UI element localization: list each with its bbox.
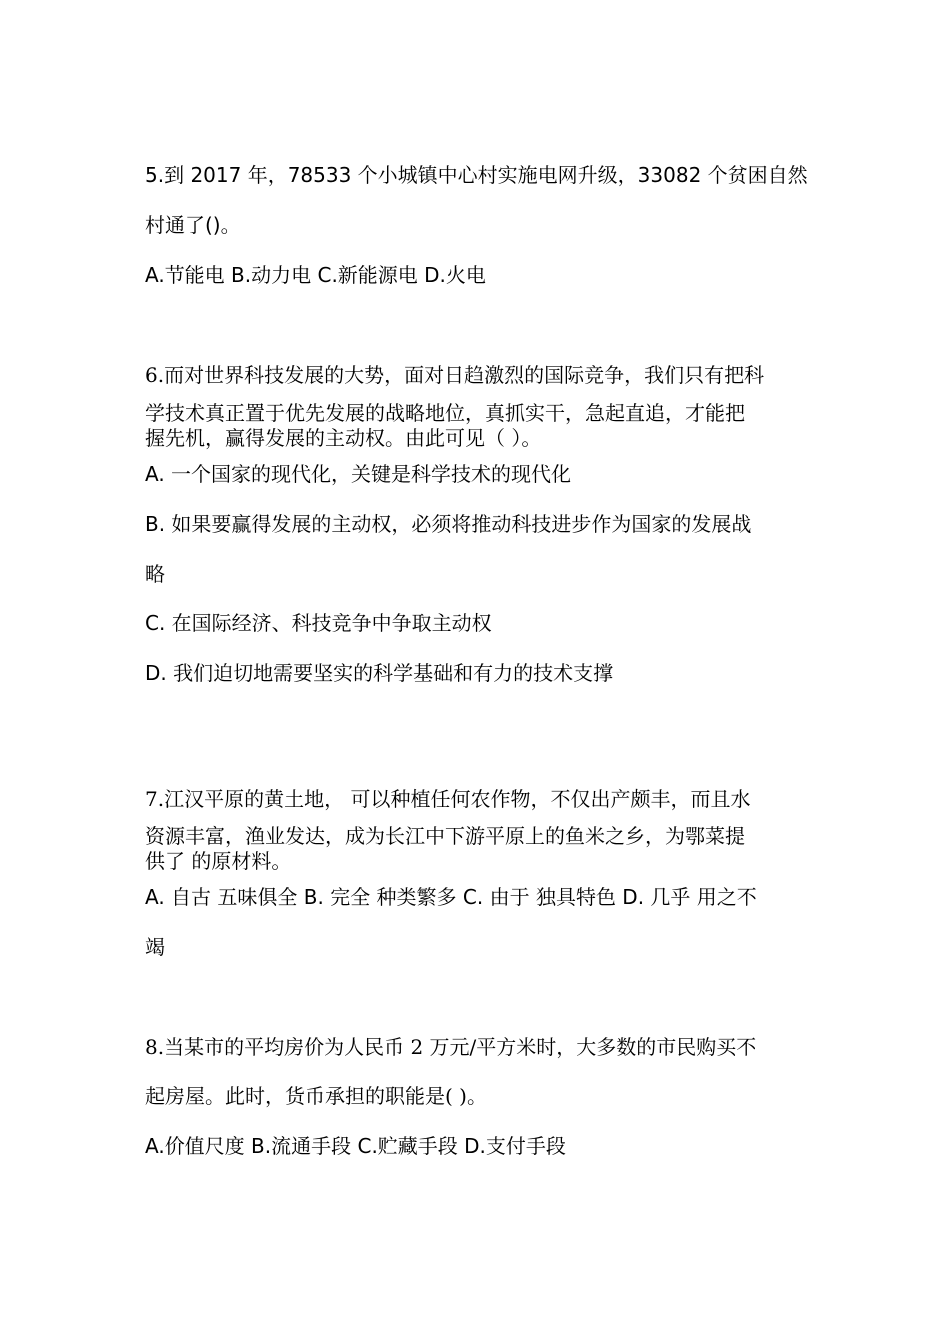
question-6-option-c: C. 在国际经济、科技竞争中争取主动权 xyxy=(145,611,492,635)
question-6-stem-line-3: 握先机，赢得发展的主动权。由此可见（ ）。 xyxy=(145,426,542,450)
question-7-options-line-1: A. 自古 五味俱全 B. 完全 种类繁多 C. 由于 独具特色 D. 几乎 用之不 xyxy=(145,885,757,909)
question-7-stem-line-1: 7.江汉平原的黄土地， 可以种植任何农作物，不仅出产颇丰，而且水 xyxy=(145,787,751,811)
question-6-stem-line-2: 学技术真正置于优先发展的战略地位，真抓实干，急起直追，才能把 xyxy=(145,401,745,425)
question-8-options: A.价值尺度 B.流通手段 C.贮藏手段 D.支付手段 xyxy=(145,1134,566,1158)
question-5-stem-line-2: 村通了()。 xyxy=(145,213,241,237)
question-6-stem-line-1: 6.而对世界科技发展的大势，面对日趋激烈的国际竞争，我们只有把科 xyxy=(145,363,765,387)
question-6-option-b-line-2: 略 xyxy=(145,562,165,586)
question-7-options-line-2: 竭 xyxy=(145,935,165,959)
question-7-stem-line-3: 供了 的原材料。 xyxy=(145,849,292,873)
question-5-options: A.节能电 B.动力电 C.新能源电 D.火电 xyxy=(145,263,486,287)
question-7-stem-line-2: 资源丰富，渔业发达，成为长江中下游平原上的鱼米之乡，为鄂菜提 xyxy=(145,824,745,848)
question-5-stem-line-1: 5.到 2017 年，78533 个小城镇中心村实施电网升级，33082 个贫困自然 xyxy=(145,163,808,187)
question-8-stem-line-1: 8.当某市的平均房价为人民币 2 万元/平方米时，大多数的市民购买不 xyxy=(145,1035,757,1059)
question-6-option-d: D. 我们迫切地需要坚实的科学基础和有力的技术支撑 xyxy=(145,661,614,685)
question-8-stem-line-2: 起房屋。此时，货币承担的职能是( )。 xyxy=(145,1084,487,1108)
question-6-option-b-line-1: B. 如果要赢得发展的主动权，必须将推动科技进步作为国家的发展战 xyxy=(145,512,752,536)
question-6-option-a: A. 一个国家的现代化，关键是科学技术的现代化 xyxy=(145,462,572,486)
